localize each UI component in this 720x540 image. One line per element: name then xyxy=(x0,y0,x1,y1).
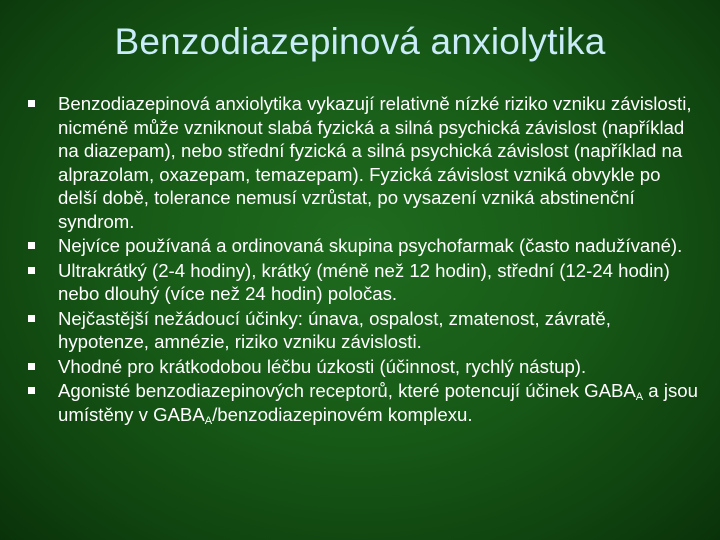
bullet-item xyxy=(26,92,698,233)
bullet-text xyxy=(58,308,611,353)
bullet-text-part: /benzodiazepinovém komplexu. xyxy=(212,403,473,425)
bullet-text xyxy=(58,380,698,425)
bullet-text-part: Nejvíce používaná a ordinovaná skupina psychofarmak (často nadužívané). xyxy=(58,235,683,256)
bullet-text-part: Agonisté benzodiazepinových receptorů, které potencují účinek GABA xyxy=(58,380,636,401)
bullet-item xyxy=(26,234,698,258)
bullet-item xyxy=(26,259,698,306)
bullet-text-part: Benzodiazepinová anxiolytika vykazují relativně nízké riziko vzniku závislosti, nicméně může vzniknout slabá fyzická a silná psychická závislost (například na diazepam), nebo střední fyzická a silná psychická závislost (například na alprazolam, oxazepam, temazepam). Fyzická závislost vzniká obvykle po delší době, tolerance nemusí vzrůstat, po vysazení vzniká abstinenční syndrom. xyxy=(58,93,692,232)
square-bullet-icon xyxy=(28,100,35,107)
bullet-item xyxy=(26,307,698,354)
subscript-text: A xyxy=(635,391,644,403)
bullet-text-part: a jsou umístěny v GABA xyxy=(58,380,698,425)
square-bullet-icon xyxy=(28,387,35,394)
square-bullet-icon xyxy=(28,242,35,249)
square-bullet-icon xyxy=(28,267,35,274)
square-bullet-icon xyxy=(28,363,35,370)
bullet-text-part: Vhodné pro krátkodobou léčbu úzkosti (účinnost, rychlý nástup). xyxy=(58,355,587,377)
bullet-list xyxy=(26,92,698,427)
bullet-item xyxy=(26,355,698,379)
bullet-text-part: Ultrakrátký (2-4 hodiny), krátký (méně než 12 hodin), střední (12-24 hodin) nebo dlouhý (více než 24 hodin) poločas. xyxy=(58,259,670,304)
subscript-text: A xyxy=(204,414,213,427)
bullet-item xyxy=(26,379,698,426)
square-bullet-icon xyxy=(28,315,35,322)
bullet-text xyxy=(58,356,586,377)
bullet-text xyxy=(58,260,670,305)
bullet-text xyxy=(58,93,692,232)
bullet-text xyxy=(58,235,682,256)
slide-title: Benzodiazepinová anxiolytika xyxy=(114,21,606,62)
bullet-text-part: Nejčastější nežádoucí účinky: únava, ospalost, zmatenost, závratě, hypotenze, amnézie, riziko vzniku závislosti. xyxy=(58,307,611,352)
